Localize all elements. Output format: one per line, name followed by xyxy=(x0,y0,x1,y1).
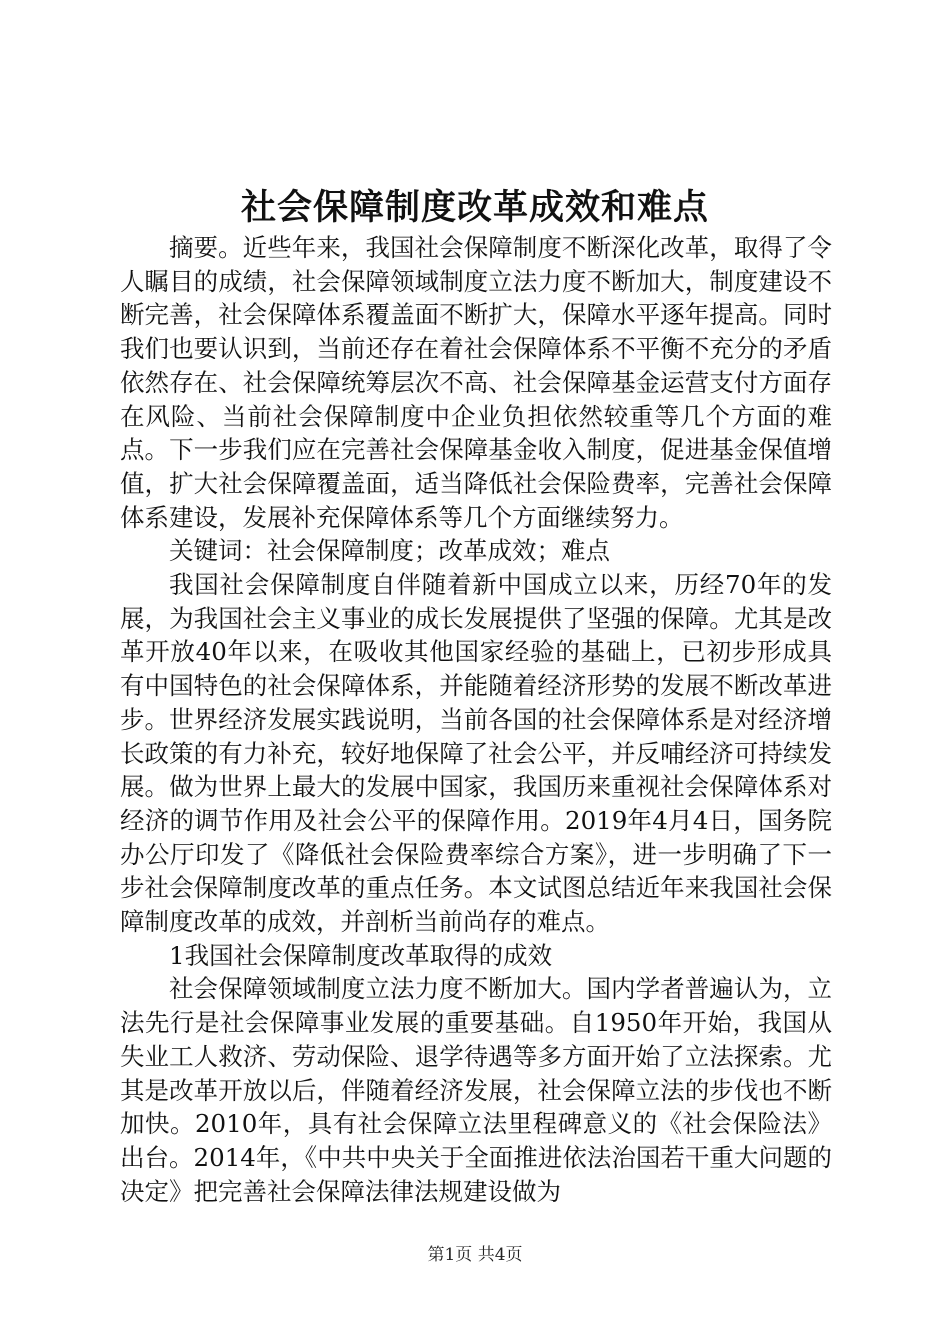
body-paragraph: 社会保障领域制度立法力度不断加大。国内学者普遍认为，立法先行是社会保障事业发展的重要基础。自1950年开始，我国从失业工人救济、劳动保险、退学待遇等多方面开始了立法探索。尤其是改革开放以后，伴随着经济发展，社会保障立法的步伐也不断加快。2010年，具有社会保障立法里程碑意义的《社会保险法》出台。2014年，《中共中央关于全面推进依法治国若干重大问题的决定》把完善社会保障法律法规建设做为 xyxy=(120,974,832,1206)
keywords-paragraph: 关键词：社会保障制度；改革成效；难点 xyxy=(169,536,610,566)
document-body xyxy=(120,231,832,1208)
section-heading: 1我国社会保障制度改革取得的成效 xyxy=(169,940,553,970)
page-number-footer: 第1页 共4页 xyxy=(427,1245,523,1265)
document-title: 社会保障制度改革成效和难点 xyxy=(240,187,709,228)
abstract-paragraph: 摘要。近些年来，我国社会保障制度不断深化改革，取得了令人瞩目的成绩，社会保障领域制度立法力度不断加大，制度建设不断完善，社会保障体系覆盖面不断扩大，保障水平逐年提高。同时我们也要认识到，当前还存在着社会保障体系不平衡不充分的矛盾依然存在、社会保障统筹层次不高、社会保障基金运营支付方面存在风险、当前社会保障制度中企业负担依然较重等几个方面的难点。下一步我们应在完善社会保障基金收入制度，促进基金保值增值，扩大社会保障覆盖面，适当降低社会保险费率，完善社会保障体系建设，发展补充保障体系等几个方面继续努力。 xyxy=(120,233,832,532)
intro-paragraph: 我国社会保障制度自伴随着新中国成立以来，历经70年的发展，为我国社会主义事业的成长发展提供了坚强的保障。尤其是改革开放40年以来，在吸收其他国家经验的基础上，已初步形成具有中国特色的社会保障体系，并能随着经济形势的发展不断改革进步。世界经济发展实践说明，当前各国的社会保障体系是对经济增长政策的有力补充，较好地保障了社会公平，并反哺经济可持续发展。做为世界上最大的发展中国家，我国历来重视社会保障体系对经济的调节作用及社会公平的保障作用。2019年4月4日，国务院办公厅印发了《降低社会保险费率综合方案》，进一步明确了下一步社会保障制度改革的重点任务。本文试图总结近年来我国社会保障制度改革的成效，并剖析当前尚存的难点。 xyxy=(120,570,832,937)
